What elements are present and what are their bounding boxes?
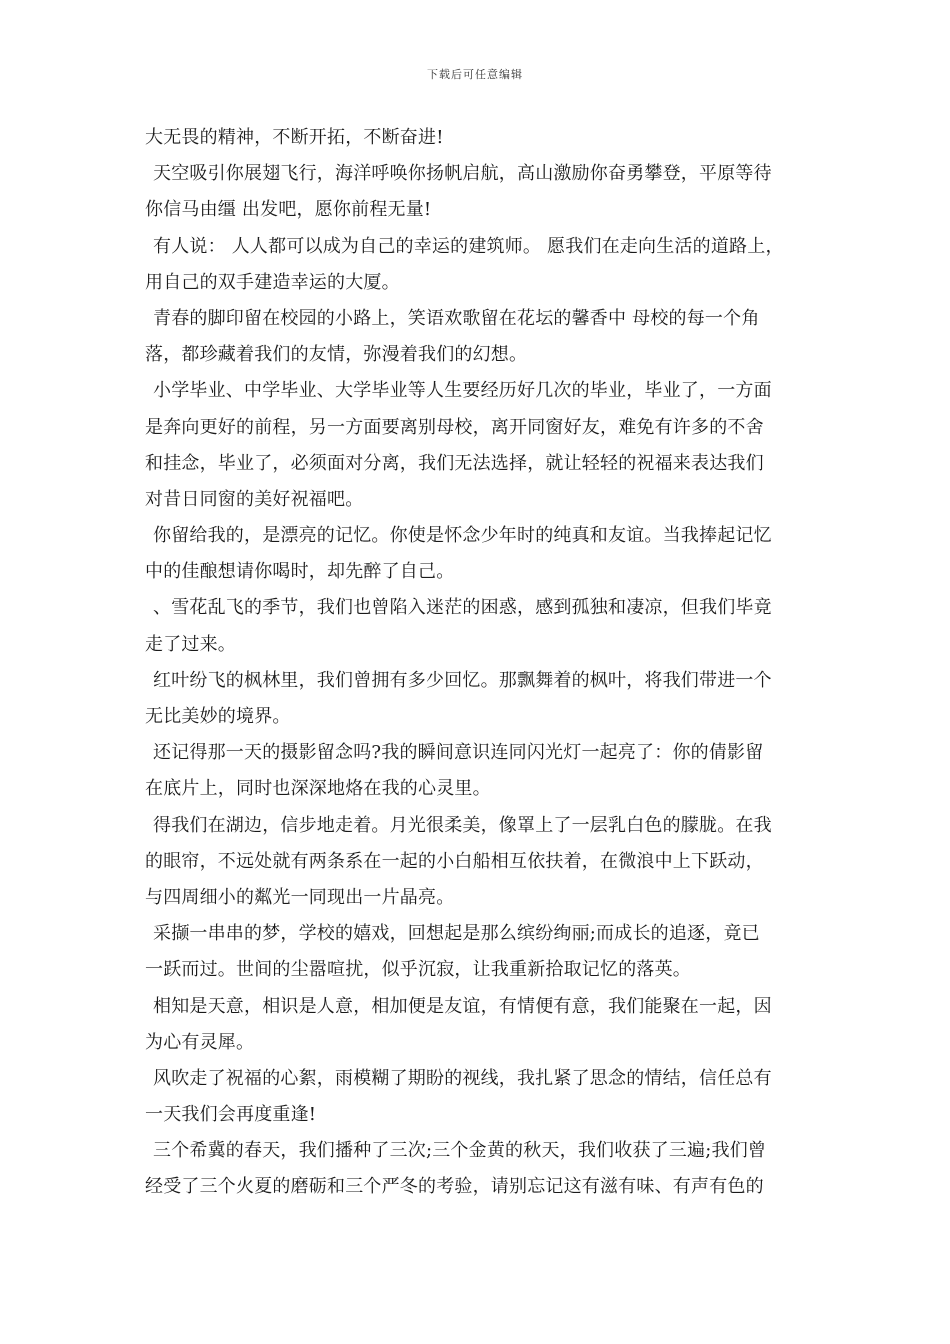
text-line: 你留给我的，是漂亮的记忆。你使是怀念少年时的纯真和友谊。当我捧起记忆 — [153, 525, 772, 547]
text-line: 在底片上，同时也深深地烙在我的心灵里。 — [145, 778, 491, 800]
document-body — [145, 120, 815, 1206]
text-line: 与四周细小的粼光一同现出一片晶亮。 — [145, 886, 455, 908]
text-line: 和挂念，毕业了，必须面对分离，我们无法选择，就让轻轻的祝福来表达我们 — [145, 452, 764, 474]
text-line: 一天我们会再度重逢! — [145, 1104, 317, 1126]
text-line: 、雪花乱飞的季节，我们也曾陷入迷茫的困惑，感到孤独和凄凉，但我们毕竟 — [153, 597, 772, 619]
text-line: 红叶纷飞的枫林里，我们曾拥有多少回忆。那飘舞着的枫叶，将我们带进一个 — [153, 669, 772, 691]
text-line: 小学毕业、中学毕业、大学毕业等人生要经历好几次的毕业，毕业了，一方面 — [153, 380, 772, 402]
text-line: 你信马由缰 出发吧，愿你前程无量! — [145, 199, 432, 221]
text-line: 一跃而过。世间的尘嚣喧扰，似乎沉寂，让我重新拾取记忆的落英。 — [145, 959, 691, 981]
text-line: 是奔向更好的前程，另一方面要离别母校，离开同窗好友，难免有许多的不舍 — [145, 416, 764, 438]
text-line: 天空吸引你展翅飞行，海洋呼唤你扬帆启航，高山激励你奋勇攀登，平原等待 — [153, 163, 772, 185]
text-line: 三个希冀的春天，我们播种了三次;三个金黄的秋天，我们收获了三遍;我们曾 — [153, 1140, 767, 1162]
text-line: 中的佳酿想请你喝时，却先醉了自己。 — [145, 561, 455, 583]
text-line: 的眼帘，不远处就有两条系在一起的小白船相互依扶着，在微浪中上下跃动， — [145, 850, 764, 872]
text-line: 对昔日同窗的美好祝福吧。 — [145, 488, 364, 510]
text-line: 无比美妙的境界。 — [145, 706, 291, 727]
text-line: 还记得那一天的摄影留念吗?我的瞬间意识连同闪光灯一起亮了：你的倩影留 — [153, 742, 764, 764]
text-line: 有人说： 人人都可以成为自己的幸运的建筑师。 愿我们在走向生活的道路上， — [153, 235, 784, 257]
text-line: 经受了三个火夏的磨砺和三个严冬的考验，请别忘记这有滋有味、有声有色的 — [145, 1176, 764, 1198]
text-line: 相知是天意，相识是人意，相加便是友谊，有情便有意，我们能聚在一起，因 — [153, 995, 772, 1017]
text-line: 大无畏的精神，不断开拓，不断奋进! — [145, 127, 444, 148]
text-line: 用自己的双手建造幸运的大厦。 — [145, 271, 400, 293]
text-line: 青春的脚印留在校园的小路上，笑语欢歌留在花坛的馨香中 母校的每一个角 — [153, 307, 760, 329]
text-line: 风吹走了祝福的心絮，雨模糊了期盼的视线，我扎紧了思念的情结，信任总有 — [153, 1067, 772, 1089]
text-line: 落，都珍藏着我们的友情，弥漫着我们的幻想。 — [145, 344, 528, 366]
text-line: 采撷一串串的梦，学校的嬉戏，回想起是那么缤纷绚丽;而成长的追逐，竟已 — [153, 923, 760, 945]
text-line: 为心有灵犀。 — [145, 1031, 255, 1053]
text-line: 得我们在湖边，信步地走着。月光很柔美，像罩上了一层乳白色的朦胧。在我 — [153, 814, 772, 836]
text-line: 走了过来。 — [145, 633, 236, 655]
page-header: 下载后可任意编辑 — [427, 68, 523, 81]
